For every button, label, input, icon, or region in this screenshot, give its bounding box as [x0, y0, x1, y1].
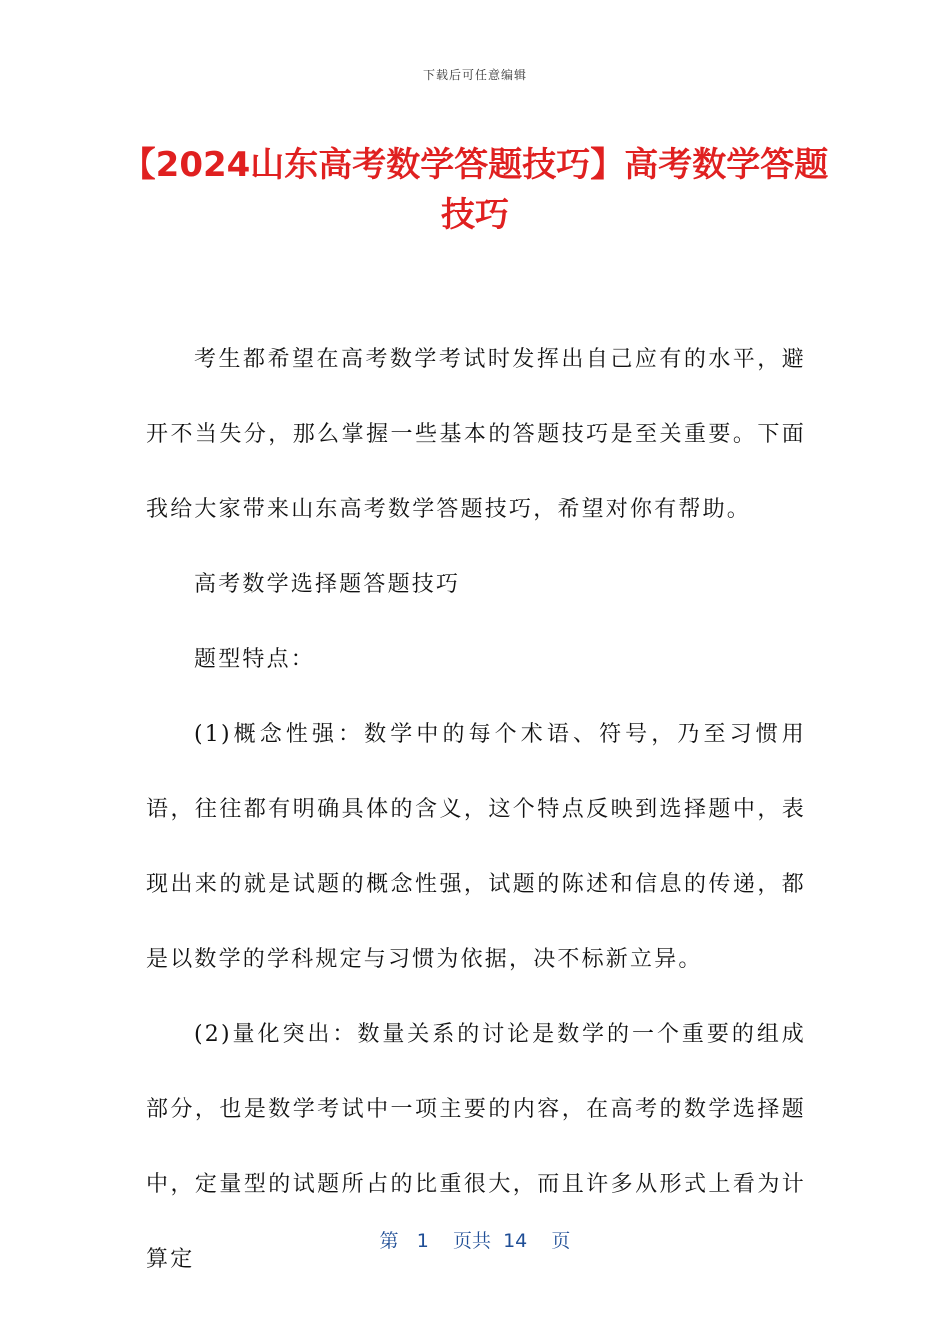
- footer-suffix: 页: [551, 1230, 571, 1252]
- footer-mid: 页共: [452, 1230, 491, 1252]
- subheading-features: 题型特点：: [194, 647, 316, 672]
- footer-total-pages: 14: [503, 1230, 528, 1252]
- document-body: [146, 322, 806, 1297]
- section-heading: 高考数学选择题答题技巧: [194, 572, 461, 597]
- document-title: 【2024山东高考数学答题技巧】高考数学答题技巧: [121, 145, 829, 235]
- paragraph-quantification: (2)量化突出：数量关系的讨论是数学的一个重要的组成部分，也是数学考试中一项主要的内容，在高考的数学选择题中，定量型的试题所占的比重很大，而且许多从形式上看为计算定: [146, 1022, 806, 1272]
- footer-prefix: 第: [379, 1230, 399, 1252]
- footer-current-page: 1: [416, 1230, 429, 1252]
- paragraph-concept: (1)概念性强：数学中的每个术语、符号，乃至习惯用语，往往都有明确具体的含义，这个特点反映到选择题中，表现出来的就是试题的概念性强，试题的陈述和信息的传递，都是以数学的学科规定与习惯为依据，决不标新立异。: [146, 722, 806, 972]
- paragraph-intro: 考生都希望在高考数学考试时发挥出自己应有的水平，避开不当失分，那么掌握一些基本的答题技巧是至关重要。下面我给大家带来山东高考数学答题技巧，希望对你有帮助。: [146, 347, 806, 522]
- page-footer: [0, 1226, 950, 1253]
- header-note: 下载后可任意编辑: [422, 68, 527, 82]
